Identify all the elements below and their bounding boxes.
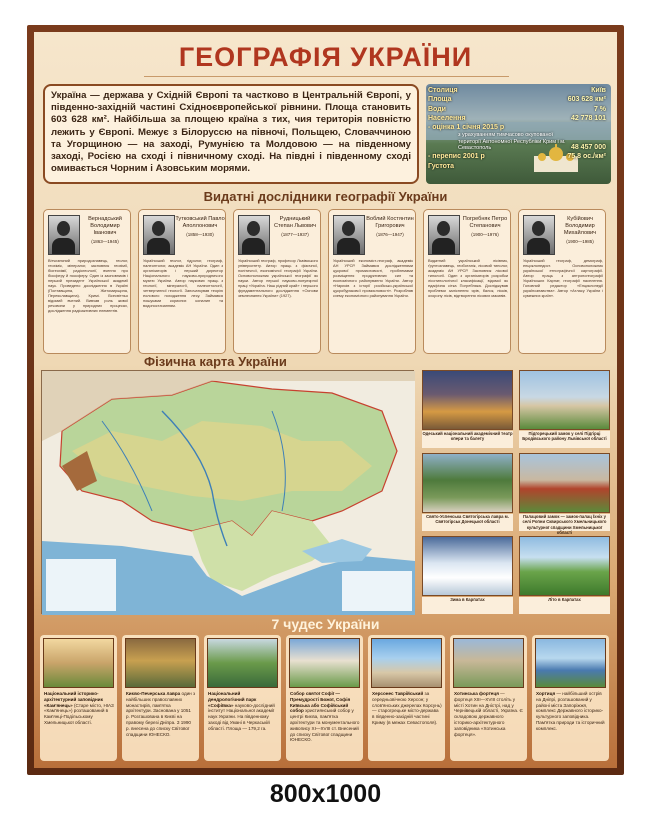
physical-map (41, 370, 414, 614)
opera-theatre-image (422, 370, 513, 430)
wonder-text: Хортиця — найбільший острів на Дніпрі, розташований у районі міста Запоріжжя, комплекс Державного історико-культурного заповідника. Пам'ятка природи та історичний комплекс. (536, 691, 605, 731)
tile-caption: Зима в Карпатах (422, 597, 513, 614)
map-heading: Фізична карта України (144, 354, 287, 369)
pechersk-lavra-image (125, 638, 196, 688)
photo-tile (519, 370, 610, 449)
stats-panel (428, 86, 608, 171)
wonder-card (368, 635, 445, 761)
photo-tile (422, 536, 513, 615)
explorer-card (43, 209, 131, 354)
stat-row (428, 162, 608, 171)
explorer-name: Погребняк Петро Степанович (1900—1976) (462, 216, 508, 237)
portrait-image (428, 215, 460, 255)
stat-value: 75,8 ос./км² (567, 153, 606, 161)
size-label: 800x1000 (269, 780, 382, 808)
khortytsia-image (535, 638, 606, 688)
explorer-name: Рудницький Степан Львович (1877—1937) (273, 216, 317, 237)
photo-tile (422, 453, 513, 532)
stat-value: Київ (591, 87, 606, 94)
explorer-bio: Видатний український лісівник, ґрунтознавець, геоботанік, лісовий типолог, академік АН УРСР. Засновник лісової типології. Один з організаторів розробки лісотипологічної класифікації, відомої як едафічна сітка Погребняка. Досліджував проблеми заліснення ярів, балок, пісків, охорону лісів, відтворення лісових масивів. (428, 258, 508, 298)
photo-tile (519, 536, 610, 615)
explorer-card (423, 209, 511, 354)
stat-key: Води (428, 105, 446, 113)
stat-value: 7 % (593, 105, 606, 113)
portrait-image (48, 215, 80, 255)
portrait-image (143, 215, 175, 255)
explorer-name: Воблий Костянтин Григорович (1876—1947) (366, 216, 414, 237)
wonder-card (204, 635, 281, 761)
tile-caption: Підгорецький замок у селі Підгірці Бродівського району Львівської області (519, 431, 610, 448)
title-divider (144, 76, 509, 77)
photo-tiles (422, 370, 610, 614)
wonder-card (450, 635, 527, 761)
wonder-card (532, 635, 609, 761)
explorer-bio: Український географ, демограф, енциклопедист. Основоположник української етнографічної картографії. Автор праць з антропогеографії Українських Карпат, географії населення. Головний редактор «Енциклопедії українознавства». Автор «Атласу України і сумежних країн». (523, 258, 603, 298)
summer-carpathians-image (519, 536, 610, 596)
stat-key: Площа (428, 96, 452, 104)
explorer-card (233, 209, 321, 354)
explorer-name: Тутковський Павло Аполлонович (1858—1930) (175, 216, 225, 237)
wonders-row (40, 635, 612, 763)
explorer-bio: Вітчизняний природознавець, геолог, геохімік, мінералог, засновник геохімії, біогеохімії, радіогеології, вчення про біосферу й ноосферу. Один із засновників і перший президент Української академії наук. Проведено дослідження в Україні (Полтавщина, Житомирщина, Переяславщина). Кримі. Всесвітньо відомий вчений. Вивчав роль живої речовини у природних процесах, дослідження радіоактивних елементів. (48, 258, 128, 313)
lavra-image (422, 453, 513, 513)
wonder-text: Хотинська фортеця — фортеця XIII—XVIII століть у місті Хотин на Дністрі, над у Чернівецькій області, Україна. Є складовою державного історико-архітектурного заповідника «Хотинська фортеця». (454, 691, 523, 737)
kamianets-image (43, 638, 114, 688)
explorer-card (138, 209, 226, 354)
stat-value: 48 457 000 (570, 144, 606, 152)
stat-row (428, 132, 608, 152)
tile-caption: Свято-Успенська Святогірська лавра м. Святогірськ Донецької області (422, 514, 513, 531)
explorer-card (518, 209, 606, 354)
stat-key: - оцінка 1 січня 2015 р (428, 124, 505, 132)
wonders-heading: 7 чудес України (271, 616, 380, 632)
poster-board (27, 25, 624, 775)
stat-note: з урахуванням тимчасово окупованої території Автономної Республіки Крим і м. Севастополь (458, 132, 566, 152)
photo-tile (519, 453, 610, 536)
wonder-card (286, 635, 363, 761)
explorer-name: Кубійович Володимир Михайлович (1900—1985) (563, 216, 597, 244)
stat-key: Столиця (428, 87, 458, 94)
palace-image (519, 453, 610, 513)
poster-inner (34, 32, 617, 768)
khotyn-fortress-image (453, 638, 524, 688)
wonder-text: Херсонес Таврійський за середньовічною Херсон; у слов'янських джерелах Корсунь) — старогрецьке місто-держава в південно-західній частині Криму (в межах Севастополя). (372, 691, 442, 725)
explorer-bio: Український геолог, гідролог, географ, палеонтолог, академік АН України. Один з організаторів і перший директор Національного науково-природничого музею України. Автор наукових праць з геології, мінералогії, палеонтології, четвертинної геології. Започаткував теорію еолового походження лесу. Займався пошуками корисних копалин та водопостачанням. (143, 258, 223, 308)
stat-key: Населення (428, 114, 466, 122)
explorer-card (328, 209, 416, 354)
ukraine-map-graphic (42, 371, 415, 615)
wonder-text: Національний дендрологічний парк «Софіївка» науково-дослідний інститут Національної академії наук України. На південному заході від Умані в Черкаській області. Площа — 179,2 га. (208, 691, 275, 731)
stat-row (428, 86, 608, 95)
winter-carpathians-image (422, 536, 513, 596)
stat-row (428, 152, 608, 161)
st-sophia-image (289, 638, 360, 688)
stat-row (428, 114, 608, 123)
wonder-text: Національний історико-архітектурний заповідник «Кам'янець» (Старе місто, НІАЗ «Кам'янець») розташований в Кам'янці-Подільському Хмельницької області. (44, 691, 114, 725)
explorers-heading: Видатні дослідники географії України (203, 189, 448, 204)
explorer-bio: Український економіст-географ, академік АН УРСР. Займався дослідженнями цукрової промисловості, проблемами розміщення продуктивних сил та економічного районування України. Автор «Нарисів з історії російсько-української цукробурякової промисловості». Розробляв схему економічного районування України. (333, 258, 413, 298)
portrait-image (238, 215, 270, 255)
stat-row (428, 95, 608, 104)
photo-tile (422, 370, 513, 449)
explorer-bio: Український географ, професор Львівського університету. Автор праць з фізичної, політичної, економічної географії України. Основоположник української географії як науки. Автор першої науково-популярної праці «Україна. Наш рідний край» і першого фундаментального дослідження «Основи землезнання України» (1927). (238, 258, 318, 298)
page-title: ГЕОГРАФІЯ УКРАЇНИ (178, 42, 473, 72)
stat-key: - перепис 2001 р (428, 153, 485, 161)
chersonesus-image (371, 638, 442, 688)
sofiyivka-image (207, 638, 278, 688)
explorer-name: Вернадський Володимир Іванович (1863—1945) (88, 216, 122, 244)
portrait-image (523, 215, 555, 255)
wonder-card (122, 635, 199, 761)
wonder-card (40, 635, 117, 761)
wonder-text: Києво-Печерська лавра один з найбільших православних монастирів, пам'ятка архітектури. Заснована у 1051 р. Розташована в Києві на правому березі Дніпра. З 1990 р. внесена до списку Світової спадщини ЮНЕСКО. (126, 691, 196, 737)
stat-key: Густота (428, 162, 455, 170)
tile-caption: Літо в Карпатах (519, 597, 610, 614)
explorers-grid (43, 209, 608, 354)
tile-caption: Палацовий замок — замок-палац Їхніх у селі Ропни Сквирського Хмельницького культурної спадщини Хмельницької області (519, 514, 610, 531)
stat-value: 42 778 101 (570, 114, 606, 122)
intro-text: Україна — держава у Східній Європі та частково в Центральній Європі, у південно-західній частині Східноєвропейської рівнини. Площа становить 603 628 км². Найбільша за площею країна з тих, чия територія повністю лежить у Європі. Межує з Білоруссю на півночі, Польщею, Словаччиною та Угорщиною — на заході, Румунією та Молдовою — на південному заході, Росією на сході і півничному сході. На півдні і південному сході омивається Чорним і Азовським морями. (43, 84, 419, 184)
stat-value: 603 628 км² (567, 96, 606, 104)
kyiv-photo (426, 84, 611, 184)
stat-row (428, 105, 608, 114)
wonder-text: Собор святої Софії — Премудрості Божої, Софія Київська або Софійський собор християнський собор у центрі Києва, пам'ятка архітектури та монументального живопису XI—XVIII ст. Внесений до списку Світової спадщини ЮНЕСКО. (290, 691, 360, 743)
tile-caption: Одеський національний академічний театр опери та балету (422, 431, 513, 448)
castle-image (519, 370, 610, 430)
portrait-image (333, 215, 365, 255)
